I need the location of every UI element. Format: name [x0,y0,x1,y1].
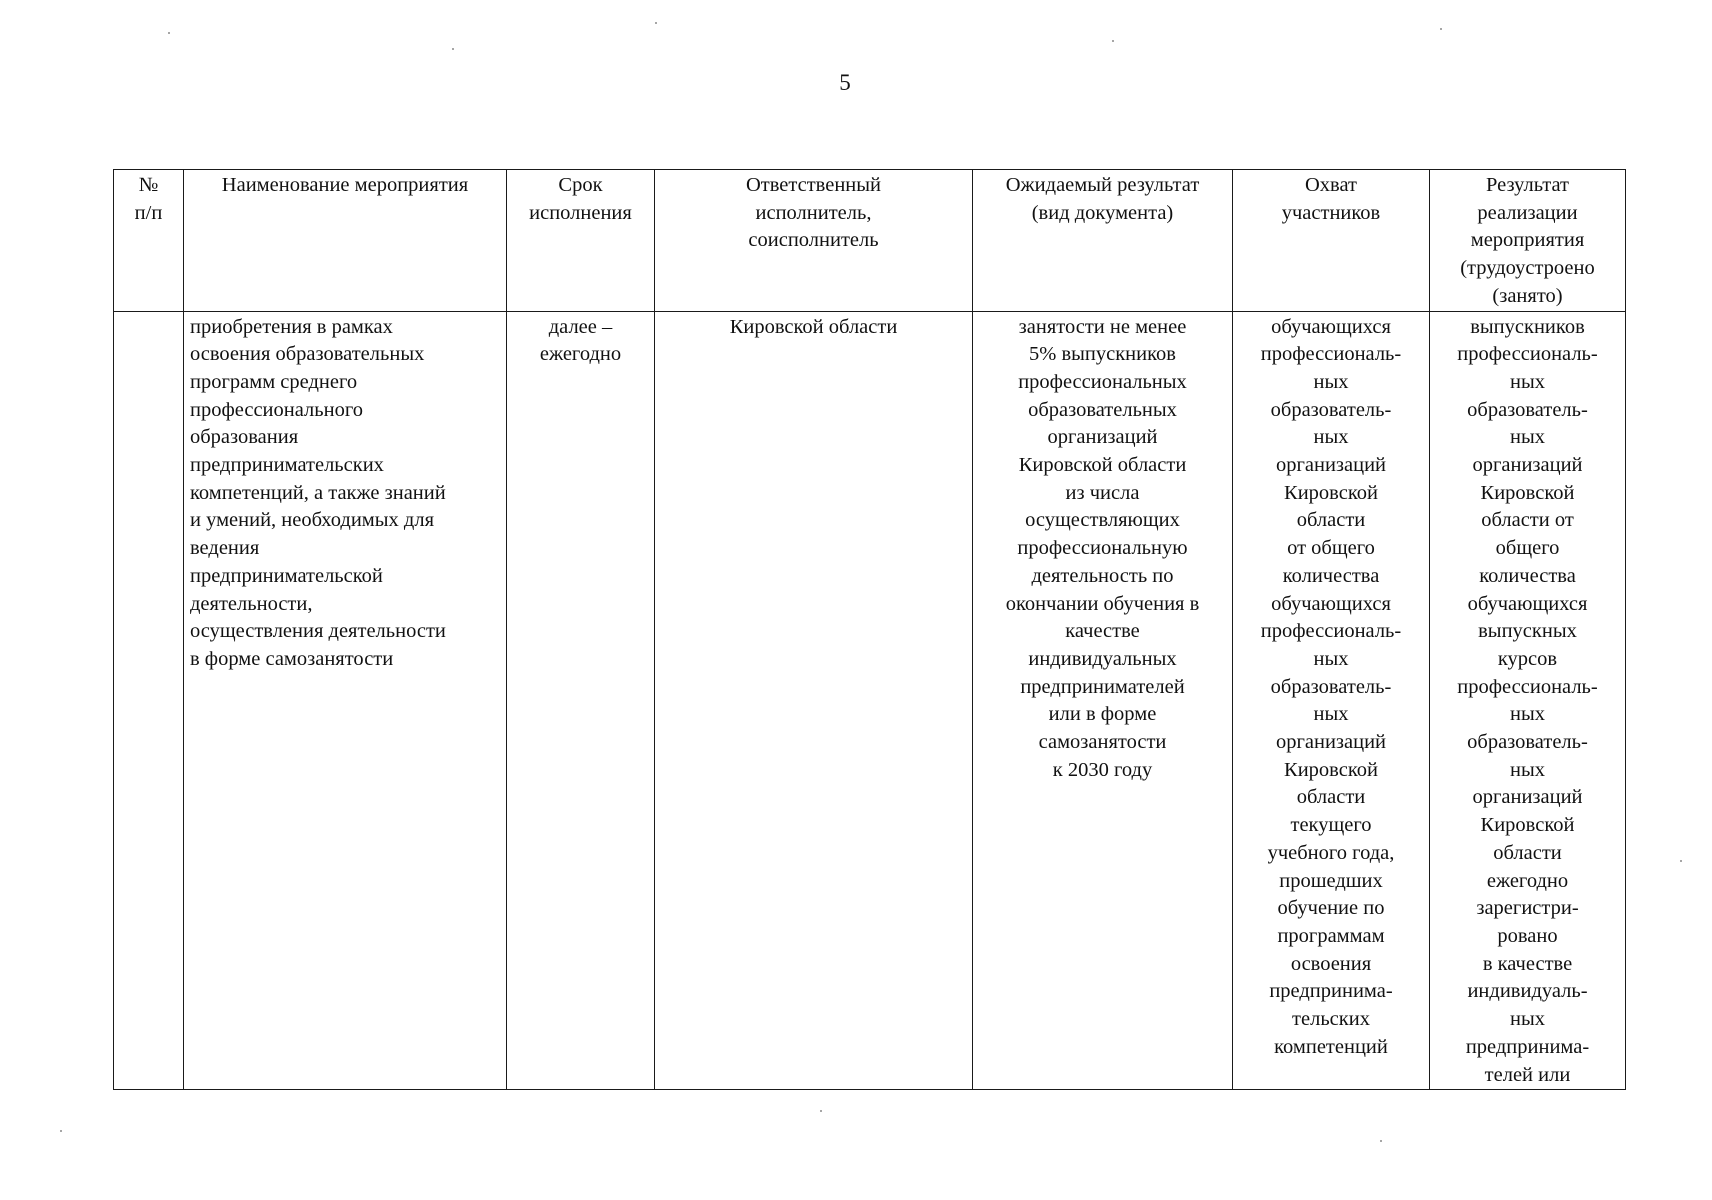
cell-line: профессиональ- [1457,675,1598,698]
cell-line: профессиональ- [1260,620,1402,643]
cell-line: ных [1313,426,1349,449]
cell-line: Кировской [1480,814,1575,837]
cell-line: обучение по [1277,897,1385,920]
cell-line: учебного года, [1267,841,1395,864]
cell-line: программ среднего [190,370,358,393]
cell-line: ных [1510,370,1545,393]
cell-line: ных [1313,370,1349,393]
scan-speck [820,1110,822,1112]
cell-line: организаций [1275,454,1387,477]
cell-line: предпринима- [1465,1035,1590,1058]
cell-line: в качестве [1482,952,1573,975]
cell-line: курсов [1497,647,1558,670]
scan-speck [1680,860,1682,862]
scan-speck [60,1130,62,1132]
cell-line: образования [190,426,299,449]
cell-line: выпускных [1478,620,1577,643]
cell-line: ных [1510,703,1545,726]
cell-line: организаций [1472,454,1583,477]
cell-line: профессиональную [1017,537,1188,560]
header-executor: Ответственный исполнитель, соисполнитель [655,170,973,312]
cell-line: зарегистри- [1476,897,1579,920]
cell-line: индивидуальных [1028,647,1177,670]
cell-line: образовательных [1028,398,1177,421]
cell-line: или в форме [1048,703,1157,726]
cell-line: Кировской области [1018,454,1187,477]
executor-cell [655,311,973,1090]
cell-line: Кировской области [729,315,898,338]
cell-line: организаций [1472,786,1583,809]
cell-line: выпускников [1470,315,1585,338]
cell-line: профессиональных [1018,370,1187,393]
cell-line: окончании обучения в [1005,592,1200,615]
header-expected-result: Ожидаемый результат (вид документа) [973,170,1233,312]
cell-line: осуществления деятельности [190,620,446,643]
cell-line: предпринима- [1269,980,1393,1003]
cell-line: телей или [1484,1063,1571,1086]
cell-line: компетенций [1274,1035,1388,1058]
cell-line: от общего [1287,537,1375,560]
cell-line: образователь- [1270,398,1392,421]
result-cell [1430,311,1626,1090]
cell-line: ных [1510,1008,1545,1031]
cell-line: качестве [1065,620,1140,643]
cell-line: предпринимателей [1020,675,1185,698]
cell-line: и умений, необходимых для [190,509,435,532]
cell-line: общего [1495,537,1560,560]
scan-speck [1380,1140,1382,1142]
cell-line: области [1296,786,1366,809]
scan-speck [168,32,170,34]
cell-line: ровано [1497,924,1558,947]
cell-line: предпринимательских [190,454,384,477]
event-name-cell [184,311,507,1090]
cell-line: области [1493,841,1562,864]
cell-line: предпринимательской [190,564,383,587]
cell-line: приобретения в рамках [190,315,393,338]
cell-line: 5% выпускников [1029,343,1176,366]
cell-line: тельских [1292,1008,1370,1031]
cell-line: текущего [1290,814,1372,837]
cell-line: прошедших [1279,869,1383,892]
cell-line: Кировской [1284,758,1378,781]
cell-line: области от [1481,509,1574,532]
cell-line: далее – [548,315,613,338]
cell-line: из числа [1065,481,1140,504]
cell-line: количества [1479,564,1576,587]
cell-line: освоения образовательных [190,343,425,366]
cell-line: деятельность по [1031,564,1174,587]
cell-line: деятельности, [190,592,313,615]
cell-line: программам [1277,924,1385,947]
cell-line: ежегодно [539,343,622,366]
cell-line: ных [1510,758,1545,781]
cell-line: ных [1313,647,1349,670]
cell-line: к 2030 году [1052,758,1153,781]
cell-line: занятости не менее [1018,315,1187,338]
coverage-cell [1233,311,1430,1090]
cell-line: количества [1282,564,1380,587]
cell-line: организаций [1275,731,1387,754]
deadline-cell [507,311,655,1090]
scan-speck [452,48,454,50]
cell-line: Кировской [1284,481,1378,504]
cell-line: ежегодно [1486,869,1569,892]
cell-line: образователь- [1467,731,1588,754]
scan-speck [1112,40,1114,42]
cell-line: профессиональ- [1457,343,1598,366]
cell-line: ведения [190,537,260,560]
cell-line: в форме самозанятости [190,647,394,670]
header-coverage: Охват участников [1233,170,1430,312]
expected-result-cell [973,311,1233,1090]
cell-line: осуществляющих [1025,509,1180,532]
scan-speck [1440,28,1442,30]
cell-line: освоения [1290,952,1372,975]
cell-line: обучающихся [1271,315,1391,338]
cell-line: обучающихся [1271,592,1391,615]
cell-line: ных [1313,703,1349,726]
cell-line: профессионального [190,398,363,421]
header-result: Результат реализации мероприятия (трудоустроено (занято) [1430,170,1626,312]
cell-line: самозанятости [1038,731,1167,754]
scan-speck [655,22,657,24]
cell-line: индивидуаль- [1467,980,1588,1003]
cell-line: компетенций, а также знаний [190,481,446,504]
header-event-name: Наименование мероприятия [184,170,507,312]
cell-line: организаций [1047,426,1158,449]
cell-line: образователь- [1270,675,1392,698]
events-table [113,169,1626,1090]
cell-line: образователь- [1467,398,1588,421]
table-row [114,311,1626,1090]
row-number-cell [114,311,184,1090]
cell-line: Кировской [1480,481,1575,504]
header-deadline: Срок исполнения [507,170,655,312]
cell-line: области [1296,509,1366,532]
page-number: 5 [839,70,851,95]
header-number: № п/п [114,170,184,312]
cell-line: обучающихся [1467,592,1588,615]
cell-line: профессиональ- [1260,343,1402,366]
table-header-row [114,170,1626,312]
cell-line: ных [1510,426,1545,449]
